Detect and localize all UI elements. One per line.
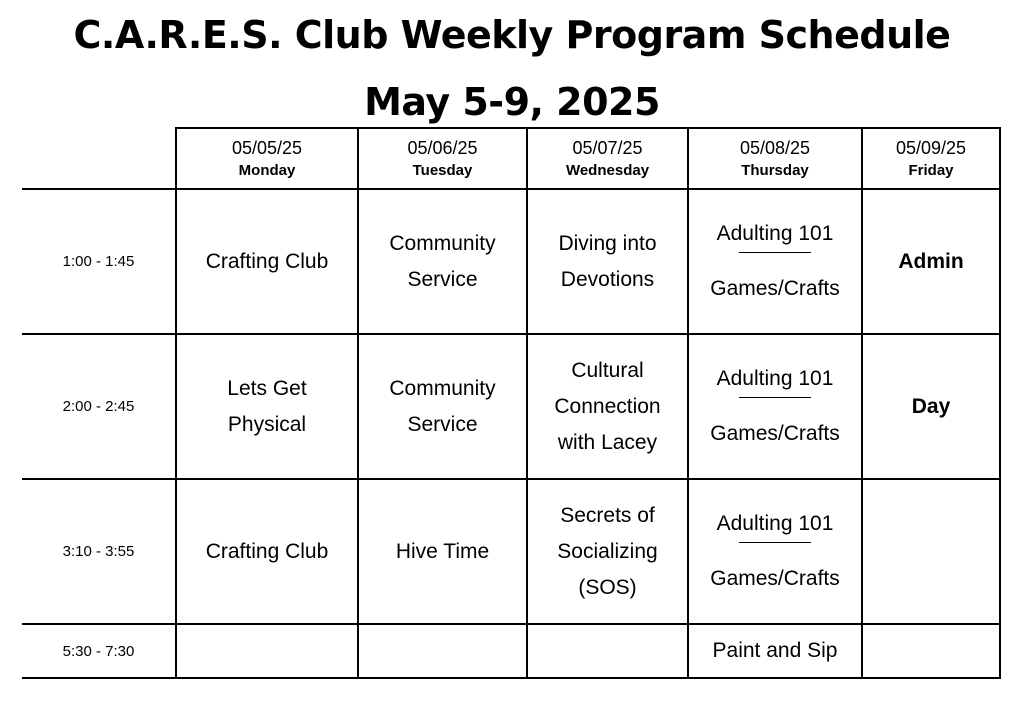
activity-line: Community <box>389 231 496 255</box>
activity-cell: Crafting Club <box>176 189 358 334</box>
divider-line <box>739 542 811 543</box>
activity-line: Games/Crafts <box>710 567 840 590</box>
day-label: Friday <box>908 161 954 179</box>
activity-line: Cultural <box>571 358 644 382</box>
activity-cell <box>688 479 862 624</box>
date-range-title: May 5-9, 2025 <box>364 80 660 124</box>
activity-line: Secrets of <box>560 503 655 527</box>
activity-cell <box>862 479 1000 624</box>
activity-line: Service <box>407 412 478 436</box>
activity-cell: Day <box>862 334 1000 479</box>
activity-cell <box>527 189 688 334</box>
activity-line: Adulting 101 <box>716 222 834 245</box>
date-label: 05/08/25 <box>739 137 811 158</box>
date-label: 05/07/25 <box>572 137 643 158</box>
activity-line: Games/Crafts <box>710 422 840 445</box>
date-label: 05/05/25 <box>231 137 303 158</box>
activity-line: Service <box>407 267 478 291</box>
activity-line: Diving into <box>558 231 657 255</box>
divider-line <box>739 252 811 253</box>
activity-line: Games/Crafts <box>710 277 840 300</box>
activity-cell: Crafting Club <box>176 479 358 624</box>
activity-line: Adulting 101 <box>716 367 834 390</box>
header-thursday <box>688 128 862 189</box>
page-title: C.A.R.E.S. Club Weekly Program Schedule <box>73 13 951 57</box>
activity-line: Physical <box>227 412 307 436</box>
activity-line: Community <box>389 376 496 400</box>
activity-line: Lets Get <box>227 376 307 400</box>
activity-line: Socializing <box>557 539 658 563</box>
activity-cell <box>862 624 1000 678</box>
header-wednesday <box>527 128 688 189</box>
time-slot: 1:00 - 1:45 <box>22 189 176 334</box>
header-row <box>22 128 1000 189</box>
header-monday <box>176 128 358 189</box>
activity-cell <box>358 334 527 479</box>
corner-cell <box>22 128 176 189</box>
header-tuesday <box>358 128 527 189</box>
activity-cell <box>688 189 862 334</box>
table-row <box>22 624 1000 678</box>
time-slot: 3:10 - 3:55 <box>22 479 176 624</box>
activity-cell <box>688 334 862 479</box>
table-row <box>22 479 1000 624</box>
activity-line: Devotions <box>560 267 655 291</box>
time-slot: 5:30 - 7:30 <box>22 624 176 678</box>
day-label: Thursday <box>741 161 809 179</box>
date-label: 05/09/25 <box>895 137 967 158</box>
day-label: Wednesday <box>565 161 650 179</box>
table-row <box>22 189 1000 334</box>
activity-line: Adulting 101 <box>716 512 834 535</box>
activity-cell <box>527 624 688 678</box>
activity-cell <box>527 479 688 624</box>
activity-cell: Hive Time <box>358 479 527 624</box>
divider-line <box>739 397 811 398</box>
schedule-table <box>22 127 1001 679</box>
time-slot: 2:00 - 2:45 <box>22 334 176 479</box>
activity-line: (SOS) <box>578 575 637 599</box>
activity-line: with Lacey <box>557 430 658 454</box>
activity-line: Connection <box>554 394 661 418</box>
date-label: 05/06/25 <box>407 137 478 158</box>
day-label: Tuesday <box>412 161 473 179</box>
activity-cell: Admin <box>862 189 1000 334</box>
activity-cell <box>358 189 527 334</box>
activity-cell <box>358 624 527 678</box>
activity-cell <box>176 624 358 678</box>
day-label: Monday <box>238 161 296 179</box>
activity-cell <box>527 334 688 479</box>
table-row <box>22 334 1000 479</box>
activity-cell <box>176 334 358 479</box>
header-friday <box>862 128 1000 189</box>
activity-cell: Paint and Sip <box>688 624 862 678</box>
